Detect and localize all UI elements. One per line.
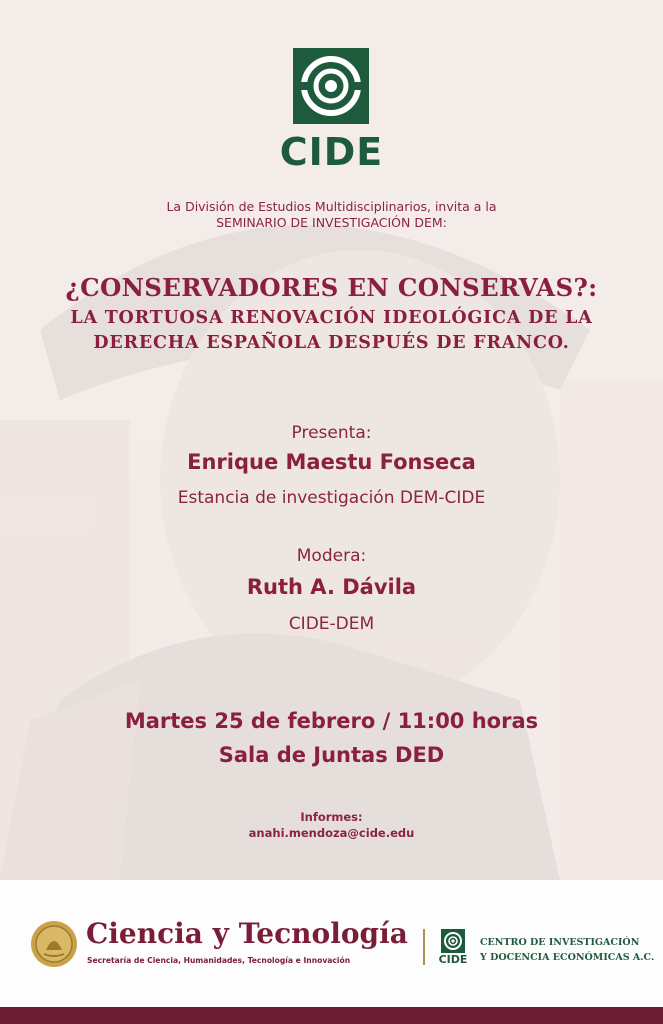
event-details [0,704,663,772]
subtitle-line-2: DERECHA ESPAÑOLA DESPUÉS DE FRANCO. [93,333,570,353]
seminar-subtitle [0,306,663,356]
seminar-title: ¿CONSERVADORES EN CONSERVAS?: [65,273,598,302]
cide-logo-icon [293,48,369,124]
presenter-name: Enrique Maestu Fonseca [187,450,476,474]
contact-label: Informes: [300,810,363,824]
centro-name [480,935,654,965]
cide-logo-text: CIDE [279,130,384,174]
contact-email[interactable]: anahi.mendoza@cide.edu [248,826,415,840]
presenter-affiliation: Estancia de investigación DEM-CIDE [177,488,486,508]
moderator-name: Ruth A. Dávila [246,575,417,599]
footer-divider [423,929,425,965]
cide-small-text: CIDE [438,953,468,966]
intro-line-1: La División de Estudios Multidisciplinarios, invita a la [166,199,497,214]
secretaria-subtitle: Secretaría de Ciencia, Humanidades, Tecnología e Innovación [87,956,351,965]
bottom-bar [0,1007,663,1024]
centro-line-2: Y DOCENCIA ECONÓMICAS A.C. [480,952,655,963]
cide-small-logo-icon [441,929,465,953]
intro-line-2: SEMINARIO DE INVESTIGACIÓN DEM: [216,215,447,230]
centro-line-1: CENTRO DE INVESTIGACIÓN [480,937,640,948]
event-place: Sala de Juntas DED [218,743,445,767]
presenter-label: Presenta: [291,423,372,443]
moderator-label: Modera: [296,546,367,566]
event-datetime: Martes 25 de febrero / 11:00 horas [124,709,539,733]
moderator-affiliation: CIDE-DEM [288,614,375,634]
subtitle-line-1: LA TORTUOSA RENOVACIÓN IDEOLÓGICA DE LA [70,308,593,328]
mexico-seal-icon [30,920,78,968]
ciencia-tecnologia-brand: Ciencia y Tecnología [86,917,408,950]
intro-text [0,199,663,231]
